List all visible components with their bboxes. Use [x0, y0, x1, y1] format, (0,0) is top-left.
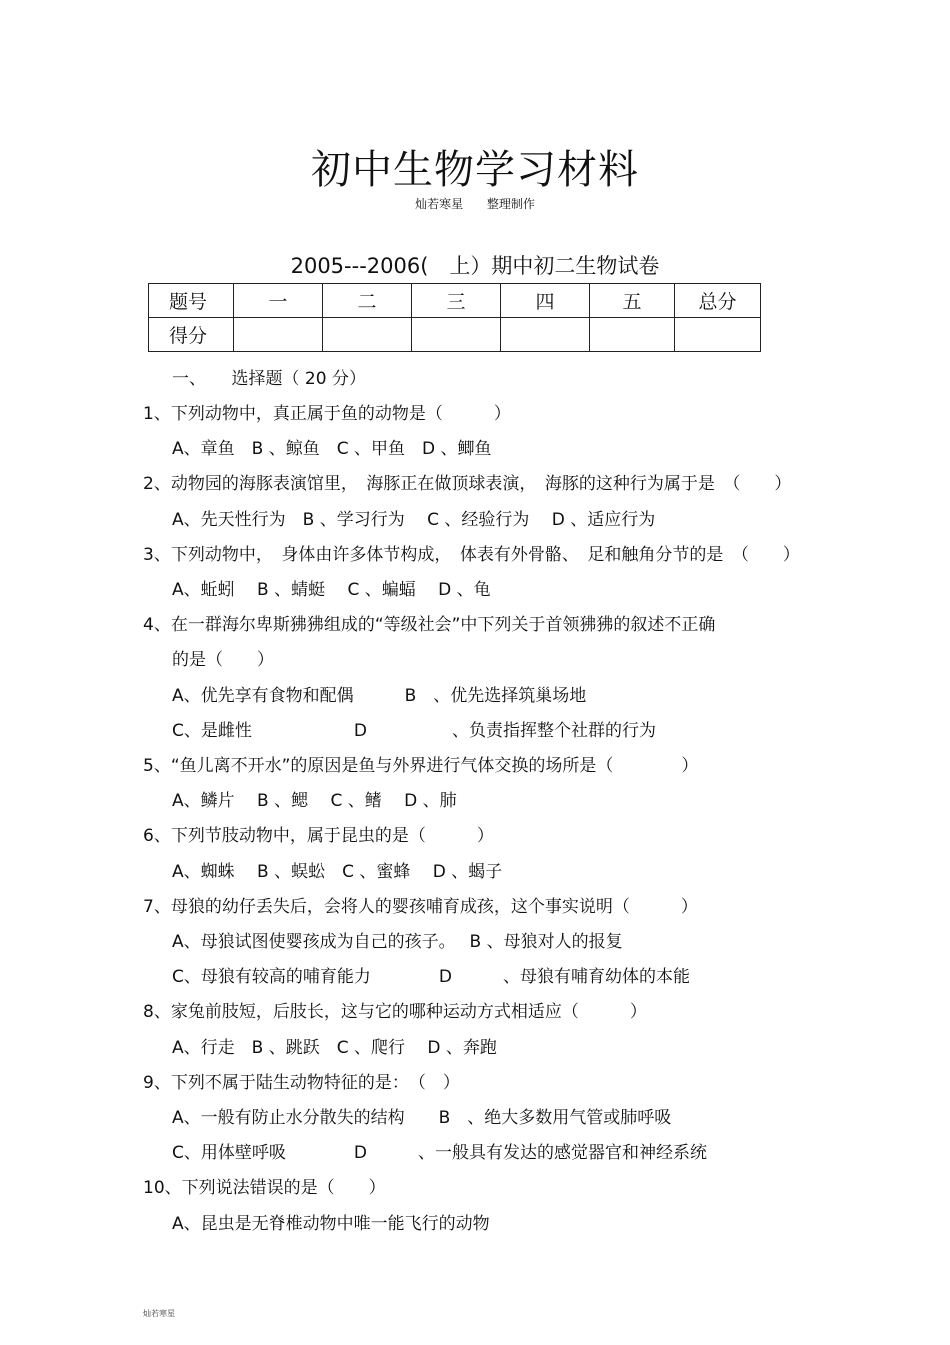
score-cell [323, 318, 412, 352]
page-title: 初中生物学习材料 [311, 147, 639, 193]
section-heading: 一、 选择题（ 20 分） [172, 369, 366, 389]
question-1: 1、下列动物中，真正属于鱼的动物是（ ） [143, 404, 511, 424]
question-5-options: A、鳞片 B 、鳃 C 、鳍 D 、肺 [172, 791, 457, 811]
question-5: 5、“鱼儿离不开水”的原因是鱼与外界进行气体交换的场所是（ ） [143, 756, 699, 776]
score-table [148, 283, 761, 352]
question-3: 3、下列动物中， 身体由许多体节构成， 体表有外骨骼、 足和触角分节的是 （ ） [143, 545, 800, 565]
score-table-score-row [149, 318, 761, 352]
question-4-continued: 的是（ ） [172, 650, 274, 670]
question-3-options: A、蚯蚓 B 、蜻蜓 C 、蝙蝠 D 、龟 [172, 580, 491, 600]
question-6: 6、下列节肢动物中，属于昆虫的是（ ） [143, 826, 494, 846]
subtitle-note: 整理制作 [486, 197, 535, 211]
question-8-options: A、行走 B 、跳跃 C 、爬行 D 、奔跑 [172, 1038, 497, 1058]
question-2-options: A、先天性行为 B 、学习行为 C 、经验行为 D 、适应行为 [172, 510, 656, 530]
score-cell: 一 [234, 284, 323, 318]
page-footer: 灿若寒星 [143, 1309, 175, 1318]
score-cell [501, 318, 590, 352]
score-cell: 总分 [675, 284, 761, 318]
subtitle-author: 灿若寒星 [415, 197, 464, 211]
question-7: 7、母狼的幼仔丢失后，会将人的婴孩哺育成孩，这个事实说明（ ） [143, 897, 698, 917]
score-cell [675, 318, 761, 352]
question-10: 10、下列说法错误的是（ ） [143, 1178, 386, 1198]
score-cell: 题号 [149, 284, 234, 318]
question-7-options-ab: A、母狼试图使婴孩成为自己的孩子。 B 、母狼对人的报复 [172, 932, 623, 952]
question-7-options-cd: C、母狼有较高的哺育能力 D 、母狼有哺育幼体的本能 [172, 967, 690, 987]
score-cell [412, 318, 501, 352]
question-10-option-a: A、昆虫是无脊椎动物中唯一能飞行的动物 [172, 1214, 490, 1234]
question-4-options-cd: C、是雌性 D 、负责指挥整个社群的行为 [172, 721, 656, 741]
score-cell: 五 [590, 284, 675, 318]
exam-title: 2005---2006( 上）期中初二生物试卷 [290, 254, 660, 278]
score-cell [590, 318, 675, 352]
score-cell: 得分 [149, 318, 234, 352]
question-4-options-ab: A、优先享有食物和配偶 B 、优先选择筑巢场地 [172, 686, 587, 706]
score-cell: 三 [412, 284, 501, 318]
subtitle [0, 195, 950, 212]
question-8: 8、家兔前肢短，后肢长，这与它的哪种运动方式相适应（ ） [143, 1002, 647, 1022]
question-9-options-ab: A、一般有防止水分散失的结构 B 、绝大多数用气管或肺呼吸 [172, 1108, 672, 1128]
score-cell [234, 318, 323, 352]
score-cell: 二 [323, 284, 412, 318]
question-2: 2、动物园的海豚表演馆里， 海豚正在做顶球表演， 海豚的这种行为属于是 （ ） [143, 474, 792, 494]
question-9-options-cd: C、用体壁呼吸 D 、一般具有发达的感觉器官和神经系统 [172, 1143, 707, 1163]
question-9: 9、下列不属于陆生动物特征的是： （ ） [143, 1073, 460, 1093]
question-6-options: A、蜘蛛 B 、蜈蚣 C 、蜜蜂 D 、蝎子 [172, 862, 503, 882]
score-table-header-row [149, 284, 761, 318]
question-4: 4、在一群海尔卑斯狒狒组成的“等级社会”中下列关于首领狒狒的叙述不正确 [143, 615, 716, 635]
score-cell: 四 [501, 284, 590, 318]
question-1-options: A、章鱼 B 、鲸鱼 C 、甲鱼 D 、鲫鱼 [172, 439, 492, 459]
